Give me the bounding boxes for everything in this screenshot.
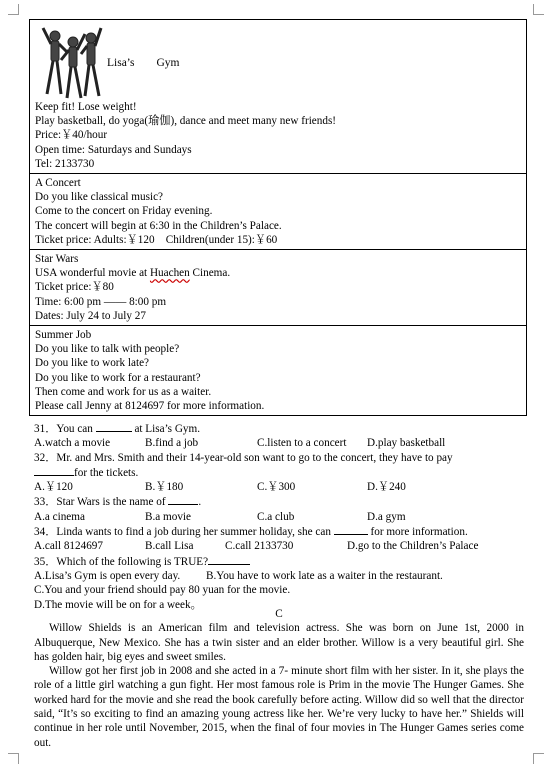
option: C.listen to a concert [257, 437, 347, 450]
q31-text: 31．You can [34, 423, 93, 435]
gym-line: Price:￥40/hour [35, 129, 108, 142]
answer-blank [34, 465, 74, 476]
gym-header [35, 22, 521, 100]
concert-line: A Concert [35, 177, 81, 190]
gym-line: Keep fit! Lose weight! [35, 101, 137, 113]
question-32-cont [34, 465, 524, 480]
questions-section [34, 421, 524, 612]
job-line: Do you like to work late? [35, 357, 150, 370]
passage-paragraph: Willow Shields is an American film and television actress. She was born on June 1st, 2000 in Albuquerque, New Mexico. She has a twin sister and an elder brother. Willow is a very beautiful girl. She has golden hair, big eyes and sweet smiles. [34, 622, 524, 663]
option: D.The movie will be on for a week。 [34, 598, 202, 611]
answer-blank [334, 524, 368, 535]
job-line: Then come and work for us as a waiter. [35, 385, 212, 398]
concert-line: Ticket price: Adults:￥120 Children(under 15):￥60 [35, 233, 278, 246]
option: A.call 8124697 [34, 540, 103, 553]
q33-text: 33．Star Wars is the name of [34, 496, 166, 509]
option: A.a cinema [34, 510, 85, 523]
option: A.watch a movie [34, 437, 111, 450]
option: A.Lisa’s Gym is open every day. [34, 569, 181, 582]
option: B.You have to work late as a waiter in the restaurant. [206, 569, 443, 582]
corner-mark [8, 753, 19, 764]
option: B.a movie [145, 510, 191, 523]
question-32: 32．Mr. and Mrs. Smith and their 14-year-old son want to go to the concert, they have to pay [34, 451, 453, 464]
option: D.￥240 [367, 481, 406, 494]
job-line: Please call Jenny at 8124697 for more information. [35, 400, 265, 413]
question-31 [34, 421, 524, 436]
question-33 [34, 494, 524, 509]
gym-ad [30, 20, 526, 173]
job-line: Do you like to talk with people? [35, 343, 180, 356]
gym-title-part2: Gym [156, 57, 180, 69]
movie-line-post: Cinema. [189, 267, 231, 280]
cinema-name: Huachen [149, 267, 190, 280]
movie-line: Dates: July 24 to July 27 [35, 309, 146, 322]
q31-text-end: at Lisa’s Gym. [134, 423, 200, 435]
corner-mark [8, 4, 19, 15]
q32-text-end: for the tickets. [74, 466, 139, 479]
movie-title: Star Wars [35, 253, 79, 266]
gym-title [107, 56, 179, 70]
concert-ad [30, 173, 526, 249]
option: B.find a job [145, 437, 199, 450]
q31-options [34, 436, 524, 450]
movie-line: Time: 6:00 pm —— 8:00 pm [35, 295, 167, 308]
dancers-image [41, 24, 103, 100]
gym-line: Tel: 2133730 [35, 157, 95, 170]
option: B.￥180 [145, 481, 184, 494]
option: C.￥300 [257, 481, 296, 494]
passage-letter: C [275, 608, 283, 620]
job-line: Do you like to work for a restaurant? [35, 371, 201, 384]
q33-options [34, 510, 524, 524]
option: D.go to the Children’s Palace [347, 540, 479, 553]
option: C.call 2133730 [225, 540, 294, 553]
movie-line [35, 266, 521, 280]
movie-line-pre: USA wonderful movie at [35, 267, 150, 280]
q34-text-end: for more information. [370, 526, 468, 539]
concert-line: Come to the concert on Friday evening. [35, 205, 213, 218]
question-34 [34, 524, 524, 539]
passage-paragraph: Willow got her first job in 2008 and she acted in a 7- minute short film with her sister. In it, she plays the role of a little girl watching a gun fight. Her most famous role is Prim in the movie The Hunger Games. She worked hard for the movie and she read the book carefully before acting. Willow did so well that the director said, “It’s so exciting to find an amazing young actress like her. We’re very lucky to have her.” Shields will continue in her role until November, 2015, when the final of four movies in The Hunger Games series come out. [34, 665, 524, 749]
concert-line: The concert will begin at 6:30 in the Children’s Palace. [35, 219, 282, 232]
job-line: Summer Job [35, 329, 92, 342]
option: B.call Lisa [145, 540, 194, 553]
q32-options [34, 480, 524, 494]
corner-mark [533, 753, 544, 764]
q35-options-row1 [34, 569, 524, 583]
concert-line: Do you like classical music? [35, 191, 164, 204]
gym-line: Open time: Saturdays and Sundays [35, 143, 192, 156]
question-35 [34, 554, 524, 569]
answer-blank [96, 421, 132, 432]
option: C.a club [257, 510, 295, 523]
reading-passage [34, 607, 524, 750]
corner-mark [533, 4, 544, 15]
option: A.￥120 [34, 481, 73, 494]
movie-ad [30, 249, 526, 325]
gym-title-part1: Lisa’s [107, 57, 135, 69]
q34-text: 34．Linda wants to find a job during her summer holiday, she can [34, 526, 331, 539]
gym-line: Play basketball, do yoga(瑜伽), dance and meet many new friends! [35, 115, 337, 128]
q34-options [34, 539, 524, 553]
answer-blank [168, 494, 198, 505]
q33-text-end: . [198, 496, 202, 509]
q35-text: 35．Which of the following is TRUE? [34, 555, 209, 568]
answer-blank [208, 554, 250, 565]
option: C.You and your friend should pay 80 yuan for the movie. [34, 584, 291, 597]
movie-line: Ticket price:￥80 [35, 281, 114, 294]
option: D.play basketball [367, 437, 446, 450]
advertisement-table [29, 19, 527, 416]
job-ad [30, 325, 526, 415]
option: D.a gym [367, 510, 406, 523]
